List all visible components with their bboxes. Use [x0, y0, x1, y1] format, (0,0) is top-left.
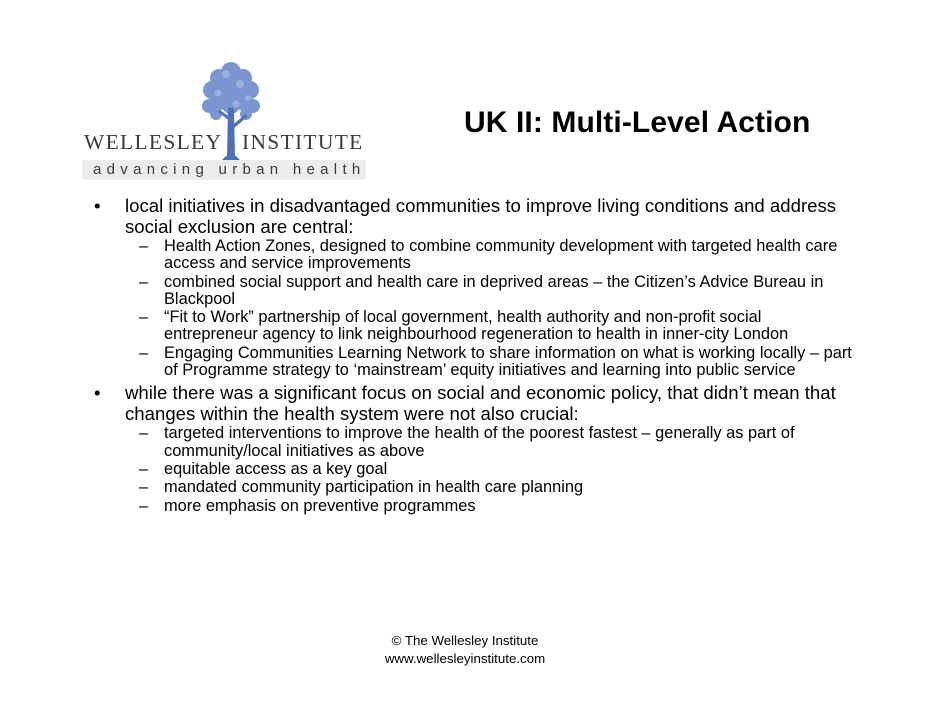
sub-bullet-item: [84, 479, 854, 496]
bullet-text: while there was a significant focus on social and economic policy, that didn’t mean that changes within the health system were not also crucial:: [125, 382, 836, 425]
sub-bullet-marker: –: [139, 478, 149, 497]
sub-bullet-text: targeted interventions to improve the health of the poorest fastest – generally as part of community/local initiatives as above: [164, 424, 795, 460]
logo-name-part2: INSTITUTE: [242, 130, 364, 154]
sub-bullet-item: [84, 461, 854, 478]
footer: [330, 632, 600, 668]
wellesley-institute-logo: [82, 60, 366, 182]
sub-bullet-text: equitable access as a key goal: [164, 459, 388, 478]
sub-bullet-marker: –: [139, 424, 149, 443]
sub-bullet-marker: –: [139, 272, 149, 291]
sub-bullet-marker: –: [139, 308, 149, 327]
sub-bullet-text: Health Action Zones, designed to combine community development with targeted health care access and service improvements: [164, 237, 838, 273]
bullet-list: [84, 195, 854, 515]
footer-copyright: © The Wellesley Institute: [391, 633, 539, 648]
sub-bullet-text: combined social support and health care in deprived areas – the Citizen’s Advice Bureau in Blackpool: [164, 272, 824, 308]
sub-bullet-marker: –: [139, 459, 149, 478]
bullet-text: local initiatives in disadvantaged communities to improve living conditions and address social exclusion are central:: [125, 195, 837, 237]
sub-bullet-text: “Fit to Work” partnership of local government, health authority and non-profit social entrepreneur agency to link neighbourhood regeneration to health in inner-city London: [164, 308, 789, 344]
sub-bullet-marker: –: [139, 237, 149, 255]
sub-bullet-item: [84, 238, 854, 273]
sub-bullet-item: [84, 345, 854, 380]
sub-bullet-marker: –: [139, 343, 149, 362]
sub-bullet-text: Engaging Communities Learning Network to share information on what is working locally – part of Programme strategy to ‘mainstream’ equity initiatives and learning into public service: [164, 343, 852, 380]
sub-bullet-item: [84, 498, 854, 515]
sub-bullet-item: [84, 425, 854, 460]
bullet-marker: •: [94, 382, 101, 404]
sub-bullet-text: mandated community participation in health care planning: [164, 478, 584, 497]
logo-tagline: advancing urban health: [82, 160, 366, 180]
footer-url: www.wellesleyinstitute.com: [384, 651, 546, 666]
bullet-item: [84, 382, 854, 424]
sub-bullet-text: more emphasis on preventive programmes: [164, 496, 476, 515]
bullet-marker: •: [94, 195, 101, 216]
slide-title: UK II: Multi-Level Action: [464, 106, 811, 139]
bullet-item: [84, 195, 854, 237]
sub-bullet-item: [84, 274, 854, 309]
sub-bullet-marker: –: [139, 496, 149, 515]
logo-name-part1: WELLESLEY: [84, 130, 223, 154]
sub-bullet-item: [84, 309, 854, 344]
